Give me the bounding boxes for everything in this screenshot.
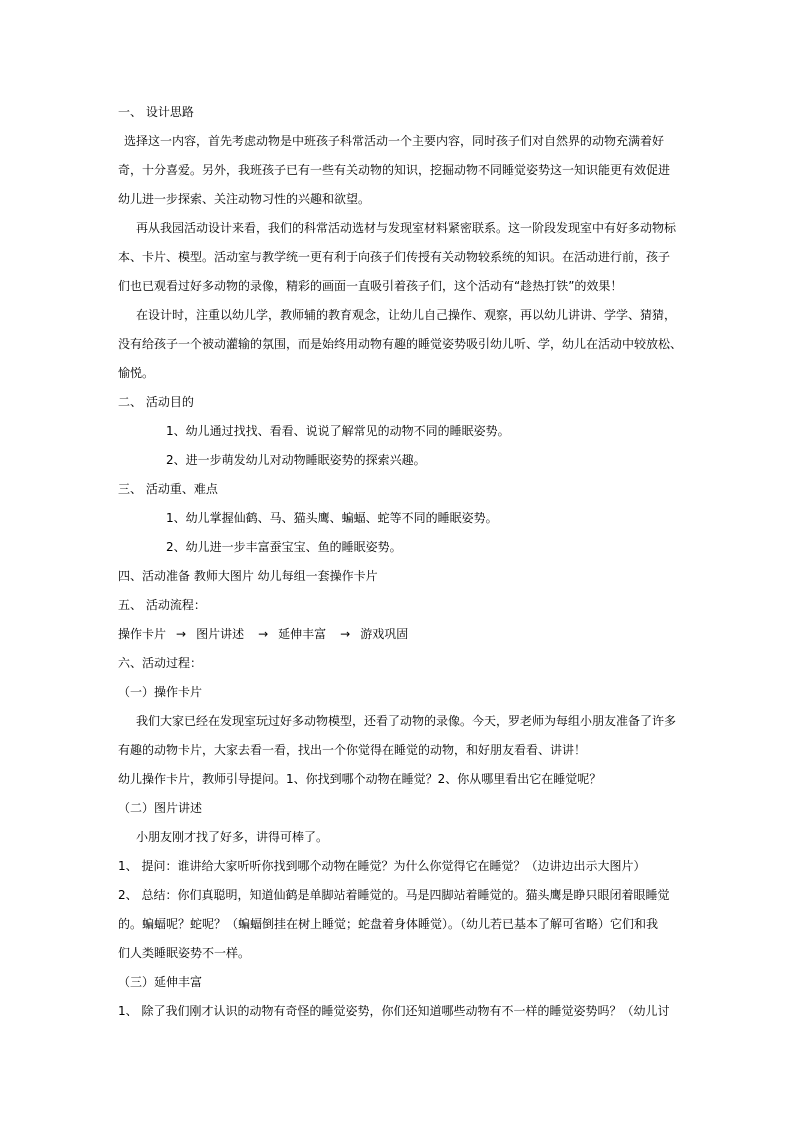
flow-arrow-2: → (258, 627, 269, 641)
subsection-2-item-1: 1、 提问：谁讲给大家听听你找到哪个动物在睡觉？为什么你觉得它在睡觉？（边讲边出示大图片） (118, 859, 646, 873)
section-3-item-1: 1、幼儿掌握仙鹤、马、猫头鹰、蝙蝠、蛇等不同的睡眠姿势。 (166, 511, 498, 525)
subsection-1-para-line-3: 幼儿操作卡片，教师引导提问。1、你找到哪个动物在睡觉？2、你从哪里看出它在睡觉呢？ (118, 772, 602, 786)
section-1-para-1-line-2: 奇，十分喜爱。另外，我班孩子已有一些有关动物的知识，挖掘动物不同睡觉姿势这一知识能更有效促进 (118, 163, 671, 177)
subsection-1-para-line-2: 有趣的动物卡片，大家去看一看，找出一个你觉得在睡觉的动物，和好朋友看看、讲讲！ (118, 743, 587, 757)
section-1-para-3-line-3: 愉悦。 (118, 366, 155, 380)
section-3-title: 三、 活动重、难点 (118, 482, 218, 496)
flow-step-1: 操作卡片 (118, 627, 167, 641)
section-1-para-2-line-3: 们也已观看过好多动物的录像，精彩的画面一直吸引着孩子们，这个活动有“趁热打铁”的效果！ (118, 279, 623, 293)
section-6-title: 六、活动过程： (118, 656, 203, 670)
flow-step-4: 游戏巩固 (360, 627, 409, 641)
section-2-item-1: 1、幼儿通过找找、看看、说说了解常见的动物不同的睡眠姿势。 (166, 424, 510, 438)
subsection-3-item-1: 1、 除了我们刚才认识的动物有奇怪的睡觉姿势，你们还知道哪些动物有不一样的睡觉姿势吗？（幼儿讨 (118, 1004, 670, 1018)
section-1-para-1-line-3: 幼儿进一步探索、关注动物习性的兴趣和欲望。 (118, 192, 371, 206)
section-2-title: 二、 活动目的 (118, 395, 194, 409)
subsection-1-para-line-1: 我们大家已经在发现室玩过好多动物模型，还看了动物的录像。今天，罗老师为每组小朋友准备了许多 (136, 714, 677, 728)
subsection-1-title: （一）操作卡片 (118, 685, 203, 699)
section-3-item-2: 2、幼儿进一步丰富蚕宝宝、鱼的睡眠姿势。 (166, 540, 402, 554)
section-4-title: 四、活动准备 教师大图片 幼儿每组一套操作卡片 (118, 569, 378, 583)
section-1-title: 一、 设计思路 (118, 105, 194, 119)
section-1-para-2-line-2: 本、卡片、模型。活动室与教学统一更有利于向孩子们传授有关动物较系统的知识。在活动进行前，孩子 (118, 250, 671, 264)
flow-arrow-1: → (176, 627, 187, 641)
section-1-para-3-line-1: 在设计时，注重以幼儿学，教师辅的教育观念，让幼儿自己操作、观察，再以幼儿讲讲、学学、猜猜， (136, 308, 677, 322)
section-2-item-2: 2、进一步萌发幼儿对动物睡眠姿势的探索兴趣。 (166, 453, 426, 467)
subsection-2-item-2-line-1: 2、 总结：你们真聪明，知道仙鹤是单脚站着睡觉的。马是四脚站着睡觉的。猫头鹰是睁只眼闭着眼睡觉 (118, 888, 670, 902)
section-1-para-3-line-2: 没有给孩子一个被动灌输的氛围，而是始终用动物有趣的睡觉姿势吸引幼儿听、学，幼儿在活动中较放松、 (118, 337, 683, 351)
section-1-para-2-line-1: 再从我园活动设计来看，我们的科常活动选材与发现室材料紧密联系。这一阶段发现室中有好多动物标 (136, 221, 677, 235)
subsection-2-item-2-line-2: 的。蝙蝠呢？蛇呢？（蝙蝠倒挂在树上睡觉；蛇盘着身体睡觉）。（幼儿若已基本了解可省略）它们和我 (118, 917, 659, 931)
flow-arrow-3: → (340, 627, 351, 641)
section-1-para-1-line-1: 选择这一内容，首先考虑动物是中班孩子科常活动一个主要内容，同时孩子们对自然界的动物充满着好 (124, 134, 665, 148)
flow-step-3: 延伸丰富 (278, 627, 327, 641)
flow-step-2: 图片讲述 (196, 627, 245, 641)
section-5-title: 五、 活动流程： (118, 598, 206, 612)
subsection-3-title: （三）延伸丰富 (118, 975, 203, 989)
subsection-2-intro: 小朋友刚才找了好多，讲得可棒了。 (136, 830, 329, 844)
subsection-2-item-2-line-3: 们人类睡眠姿势不一样。 (118, 946, 251, 960)
subsection-2-title: （二）图片讲述 (118, 801, 203, 815)
activity-flow (118, 626, 408, 642)
